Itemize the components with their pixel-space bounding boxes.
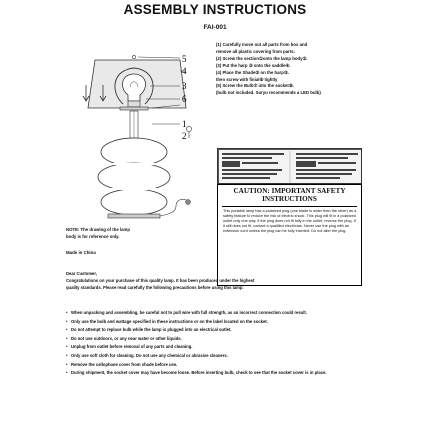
callout-5: 5 (182, 54, 187, 64)
letter-paragraph: quality standards. Please read carefully the following precautions before using this lamp: (66, 285, 244, 290)
finial-part-icon (186, 126, 191, 138)
precautions-list (66, 310, 366, 379)
bullet-icon: • (66, 318, 68, 324)
page-title: ASSEMBLY INSTRUCTIONS (123, 2, 307, 17)
precaution-text: Unplug from outlet before removal of any parts and cleaning. (71, 344, 193, 350)
figure-note (66, 226, 130, 240)
lamp-base (108, 214, 160, 218)
callout-6: 6 (182, 94, 187, 104)
divider (222, 206, 357, 207)
safety-body: This portable lamp has a polarized plug (one blade is wider than the other) as a safety feature to reduce the risk of electric shock. This plug will fit in a polarized outlet only one way. If the plug does not fit fully in the outlet, reverse the plug. If it still does not fit, contact a qualified electrician. Never use the plug with an extension cord unless the plug can be fully inserted. Do not alter the plug. (223, 209, 357, 233)
step-line: (2) Screw the section①onto the lamp body②. (216, 55, 308, 61)
precaution-text: Do not attempt to replace bulb while the lamp is plugged into an electrical outlet. (71, 327, 232, 333)
list-item (66, 310, 366, 315)
precaution-text: When unpacking and assembling, be careful not to pull wire with full strength, as an incorrect connection could result. (71, 310, 307, 315)
step-line: (1) Carefully move out all parts from box and (216, 42, 308, 47)
lamp-socket (128, 101, 140, 107)
lamp-body-tier-2 (98, 163, 170, 191)
assembly-steps (216, 42, 420, 97)
step-line: (5) Screw the Bulb⑦ into the socket⑧. (216, 83, 294, 89)
callout-4: 4 (182, 66, 187, 76)
arrow-down-left (83, 85, 89, 101)
product-rating-label (217, 148, 362, 184)
precaution-text: Only use the bulb and wattage specified in these instructions or on the label located on the socket. (71, 318, 268, 324)
list-item (66, 327, 366, 332)
bullet-icon: • (66, 370, 68, 376)
list-item (66, 370, 366, 375)
safety-heading-line-1: CAUTION: IMPORTANT SAFETY (233, 187, 346, 195)
safety-heading (218, 187, 361, 204)
customer-letter (66, 270, 366, 291)
list-item (66, 336, 366, 341)
letter-paragraph: Congratulations on your purchase of this quality lamp. It has been produced under the highest (66, 278, 255, 283)
figure-note-line: NOTE: The drawing of the lamp (66, 227, 130, 232)
bullet-icon: • (66, 344, 68, 350)
made-in: Made in China (66, 250, 96, 255)
precaution-text: During shipment, the socket cover may have become loose. Before inserting bulb, check to see that the socket cover is in place. (71, 370, 327, 376)
salutation: Dear Customer, (66, 271, 97, 276)
harp-saddle (120, 107, 148, 110)
precaution-text: Remove the cellophane cover from shade before use. (71, 361, 178, 367)
callout-3: 3 (182, 81, 187, 91)
step-line: remove all plastic covering from parts. (216, 48, 295, 54)
bullet-icon: • (66, 327, 68, 333)
list-item (66, 344, 366, 349)
lamp-body-tier-1 (101, 138, 167, 166)
list-item (66, 353, 366, 358)
step-line: then screw with finial⑥ tightly (216, 76, 278, 82)
bullet-icon: • (66, 310, 68, 315)
callout-1: 1 (182, 119, 187, 129)
step-line: (bulb not included. Suryu recommends a LED bulb) (216, 90, 321, 96)
list-item (66, 362, 366, 367)
power-plug (186, 200, 191, 205)
bullet-icon: • (66, 335, 68, 341)
figure-note-line: body is for reference only. (66, 234, 120, 239)
lamp-body-tier-3 (101, 189, 167, 215)
list-item (66, 319, 366, 324)
bullet-icon: • (66, 352, 68, 358)
step-line: (4) Place the Shade⑤ on the harp③. (216, 69, 289, 75)
safety-heading-line-2: INSTRUCTIONS (262, 195, 317, 204)
step-line: (3) Put the harp ③ onto the saddle④. (216, 62, 291, 68)
finial (132, 55, 135, 58)
model-number: FAI-001 (203, 24, 227, 31)
bullet-icon: • (66, 361, 68, 367)
precaution-text: Only use soft cloth for cleaning. Do not use any chemical or abrasive cleaners. (71, 352, 228, 358)
callout-2: 2 (182, 131, 187, 141)
precaution-text: Do not use outdoors, or any near water or other liquids. (71, 335, 182, 341)
